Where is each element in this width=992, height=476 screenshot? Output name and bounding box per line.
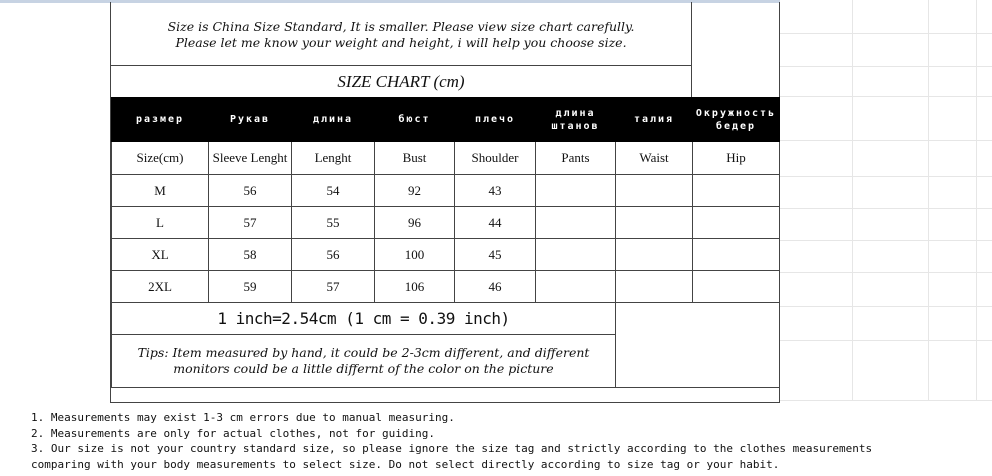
en-header-size: Size(cm) bbox=[112, 142, 209, 175]
cell-hip bbox=[693, 175, 780, 207]
cell-waist bbox=[616, 271, 693, 303]
russian-header-row bbox=[112, 98, 780, 142]
chart-title: SIZE CHART (cm) bbox=[111, 66, 692, 98]
tips-row bbox=[112, 335, 780, 388]
en-header-hip: Hip bbox=[693, 142, 780, 175]
header-note-line-2: Please let me know your weight and height, i will help you choose size. bbox=[175, 35, 627, 50]
tips-line-1: Tips: Item measured by hand, it could be 2-3cm different, and different bbox=[137, 345, 590, 360]
background-grid bbox=[780, 0, 992, 400]
table-row bbox=[112, 271, 780, 303]
cell-length: 57 bbox=[292, 271, 375, 303]
cell-hip bbox=[693, 207, 780, 239]
ru-header-waist: талия bbox=[616, 98, 693, 142]
en-header-shoulder: Shoulder bbox=[455, 142, 536, 175]
table-row bbox=[112, 207, 780, 239]
note-line: 1. Measurements may exist 1-3 cm errors due to manual measuring. bbox=[31, 411, 455, 424]
tips-blank bbox=[616, 335, 780, 388]
cell-length: 56 bbox=[292, 239, 375, 271]
cell-sleeve: 59 bbox=[209, 271, 292, 303]
cell-pants bbox=[536, 271, 616, 303]
table-row bbox=[112, 239, 780, 271]
ru-header-size: размер bbox=[112, 98, 209, 142]
en-header-length: Lenght bbox=[292, 142, 375, 175]
header-note bbox=[111, 2, 692, 66]
header-note-line-1: Size is China Size Standard, It is smaller. Please view size chart carefully. bbox=[167, 19, 635, 34]
cell-pants bbox=[536, 175, 616, 207]
english-header-row bbox=[112, 142, 780, 175]
en-header-sleeve: Sleeve Lenght bbox=[209, 142, 292, 175]
table-row bbox=[112, 175, 780, 207]
cell-hip bbox=[693, 239, 780, 271]
note-line: 2. Measurements are only for actual clothes, not for guiding. bbox=[31, 426, 435, 440]
tips-note bbox=[112, 335, 616, 388]
cell-length: 55 bbox=[292, 207, 375, 239]
cell-shoulder: 43 bbox=[455, 175, 536, 207]
note-line: 3. Our size is not your country standard size, so please ignore the size tag and strictly according to the clothes measurements bbox=[31, 442, 873, 455]
en-header-pants: Pants bbox=[536, 142, 616, 175]
cell-sleeve: 56 bbox=[209, 175, 292, 207]
conversion-note: 1 inch=2.54cm (1 cm = 0.39 inch) bbox=[112, 303, 616, 335]
cell-shoulder: 45 bbox=[455, 239, 536, 271]
cell-sleeve: 58 bbox=[209, 239, 292, 271]
conversion-blank bbox=[616, 303, 780, 335]
cell-waist bbox=[616, 175, 693, 207]
cell-size: 2XL bbox=[112, 271, 209, 303]
cell-size: L bbox=[112, 207, 209, 239]
tips-line-2: monitors could be a little differnt of the color on the picture bbox=[173, 361, 554, 376]
cell-waist bbox=[616, 207, 693, 239]
cell-bust: 96 bbox=[375, 207, 455, 239]
ru-header-shoulder: плечо bbox=[455, 98, 536, 142]
size-chart-sheet bbox=[110, 2, 780, 403]
cell-waist bbox=[616, 239, 693, 271]
cell-sleeve: 57 bbox=[209, 207, 292, 239]
measurement-notes bbox=[31, 410, 991, 472]
cell-bust: 92 bbox=[375, 175, 455, 207]
ru-header-length: длина bbox=[292, 98, 375, 142]
ru-header-pants: длина штанов bbox=[536, 98, 616, 142]
ru-header-hip: Окружность бедер bbox=[693, 98, 780, 142]
cell-size: M bbox=[112, 175, 209, 207]
cell-bust: 100 bbox=[375, 239, 455, 271]
size-table bbox=[111, 97, 780, 388]
cell-shoulder: 44 bbox=[455, 207, 536, 239]
en-header-bust: Bust bbox=[375, 142, 455, 175]
cell-shoulder: 46 bbox=[455, 271, 536, 303]
cell-length: 54 bbox=[292, 175, 375, 207]
note-line: comparing with your body measurements to select size. Do not select directly according to size tag or your habit. bbox=[31, 457, 780, 471]
ru-header-bust: бюст bbox=[375, 98, 455, 142]
en-header-waist: Waist bbox=[616, 142, 693, 175]
cell-pants bbox=[536, 207, 616, 239]
ru-header-sleeve: Рукав bbox=[209, 98, 292, 142]
conversion-row bbox=[112, 303, 780, 335]
cell-bust: 106 bbox=[375, 271, 455, 303]
cell-pants bbox=[536, 239, 616, 271]
cell-hip bbox=[693, 271, 780, 303]
cell-size: XL bbox=[112, 239, 209, 271]
